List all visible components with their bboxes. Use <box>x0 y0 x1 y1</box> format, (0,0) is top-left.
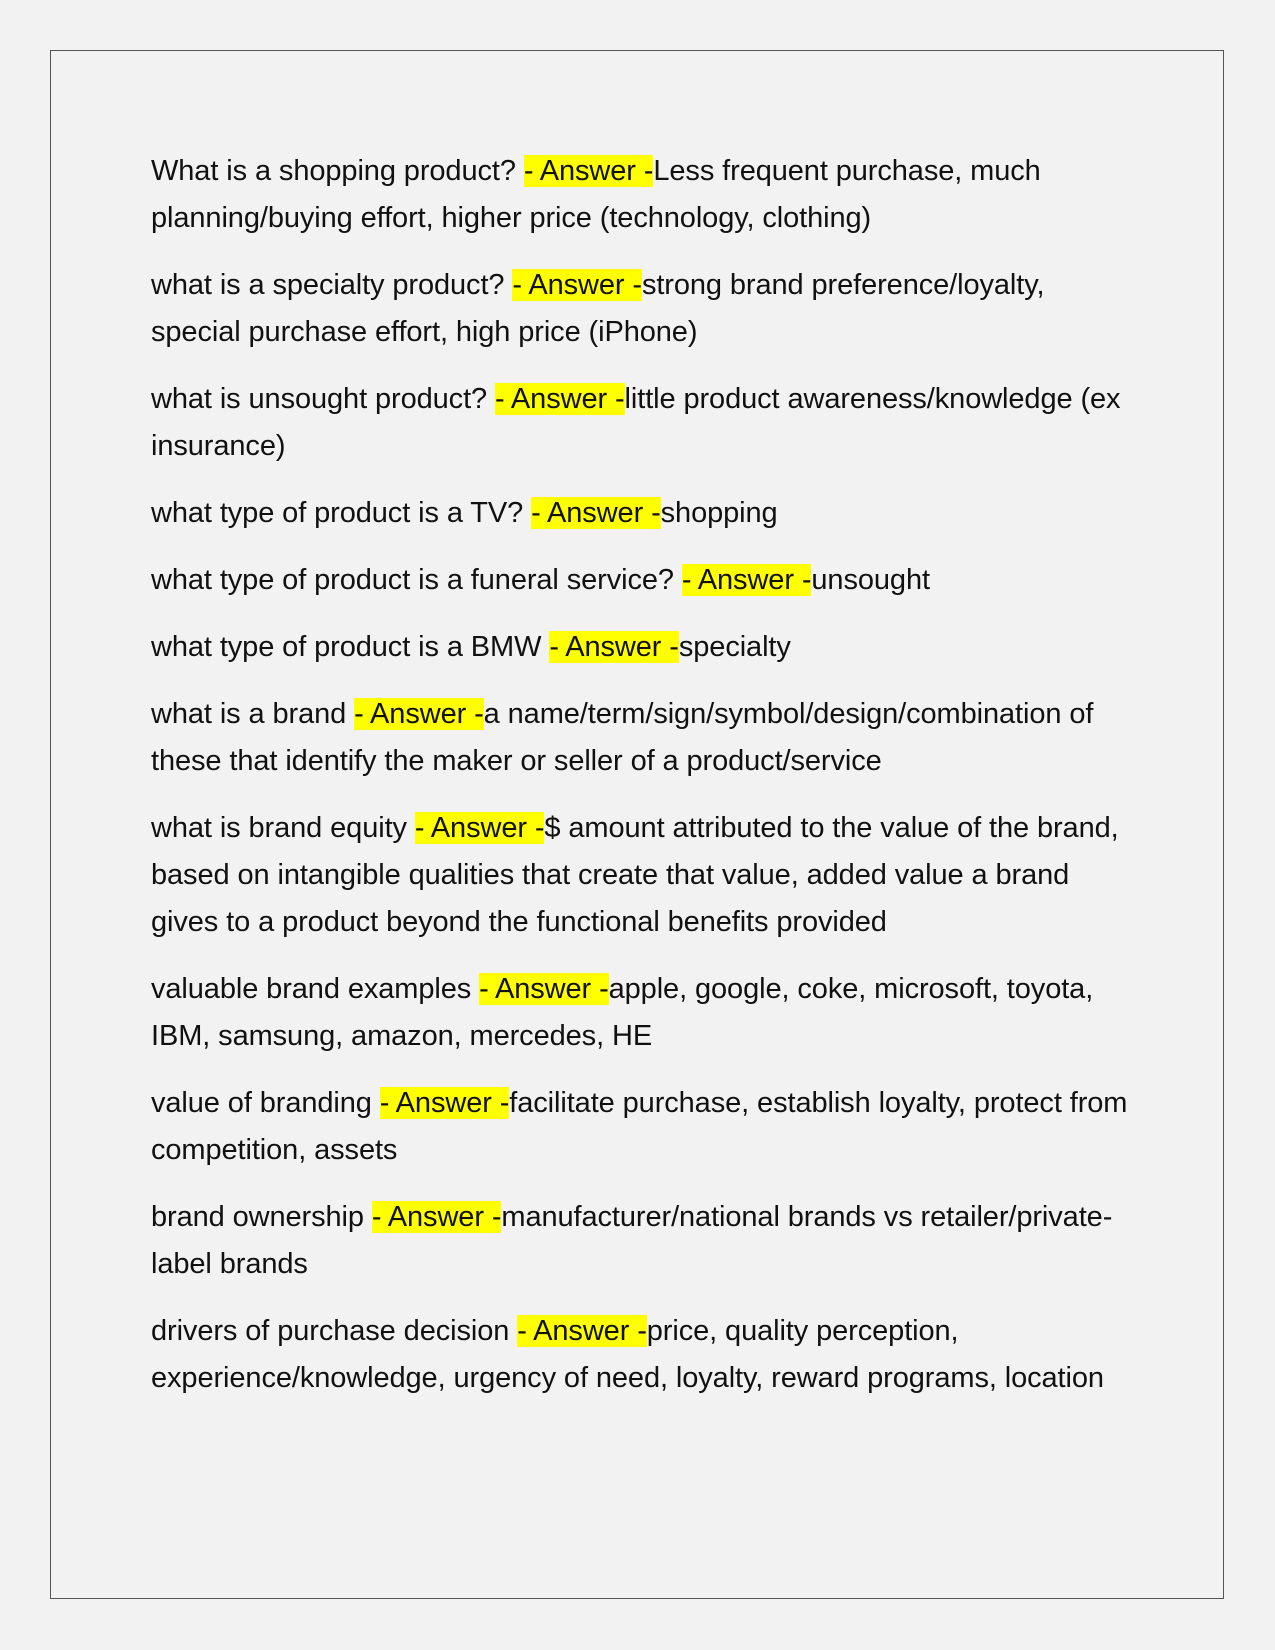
answer-text: manufacturer/national brands vs retailer/private-label brands <box>151 1201 1113 1280</box>
answer-text: facilitate purchase, establish loyalty, protect from competition, assets <box>151 1087 1128 1166</box>
answer-text: strong brand preference/loyalty, special purchase effort, high price (iPhone) <box>151 269 1045 348</box>
question-text: value of branding <box>151 1087 380 1119</box>
question-text: What is a shopping product? <box>151 155 524 187</box>
answer-highlight: - Answer - <box>531 497 661 529</box>
answer-text: price, quality perception, experience/knowledge, urgency of need, loyalty, reward programs, location <box>151 1315 1104 1394</box>
answer-highlight: - Answer - <box>681 564 812 596</box>
answer-highlight: - Answer - <box>354 698 484 730</box>
qa-item <box>151 1194 1131 1288</box>
question-text: brand ownership <box>151 1201 372 1233</box>
qa-item <box>151 557 1131 604</box>
question-text: what is a brand <box>151 698 355 730</box>
question-text: drivers of purchase decision <box>151 1315 518 1347</box>
qa-item <box>151 1080 1131 1174</box>
question-text: valuable brand examples <box>151 973 480 1005</box>
answer-highlight: - Answer - <box>379 1087 510 1119</box>
answer-highlight: - Answer - <box>517 1315 647 1347</box>
answer-highlight: - Answer - <box>371 1201 502 1233</box>
answer-highlight: - Answer - <box>479 973 609 1005</box>
question-text: what is brand equity <box>151 812 415 844</box>
qa-item <box>151 148 1131 242</box>
answer-text: little product awareness/knowledge (ex insurance) <box>151 383 1121 462</box>
question-text: what is a specialty product? <box>151 269 513 301</box>
answer-text: $ amount attributed to the value of the brand, based on intangible qualities that create that value, added value a brand gives to a product beyond the functional benefits provided <box>151 812 1119 938</box>
answer-highlight: - Answer - <box>512 269 642 301</box>
answer-text: unsought <box>811 564 930 596</box>
question-text: what type of product is a TV? <box>151 497 532 529</box>
qa-item <box>151 376 1131 470</box>
qa-item <box>151 624 1131 671</box>
qa-item <box>151 691 1131 785</box>
answer-highlight: - Answer - <box>414 812 545 844</box>
answer-text: apple, google, coke, microsoft, toyota, IBM, samsung, amazon, mercedes, HE <box>151 973 1094 1052</box>
answer-highlight: - Answer - <box>495 383 625 415</box>
answer-text: specialty <box>678 631 791 663</box>
question-text: what is unsought product? <box>151 383 496 415</box>
qa-item <box>151 1308 1131 1402</box>
qa-item <box>151 490 1131 537</box>
qa-item <box>151 262 1131 356</box>
qa-list <box>151 148 1131 1422</box>
qa-item <box>151 966 1131 1060</box>
question-text: what type of product is a funeral service? <box>151 564 682 596</box>
answer-highlight: - Answer - <box>523 155 654 187</box>
answer-text: shopping <box>660 497 778 529</box>
answer-text: a name/term/sign/symbol/design/combination of these that identify the maker or seller of a product/service <box>151 698 1094 777</box>
answer-highlight: - Answer - <box>549 631 679 663</box>
qa-item <box>151 805 1131 946</box>
question-text: what type of product is a BMW <box>151 631 550 663</box>
answer-text: Less frequent purchase, much planning/buying effort, higher price (technology, clothing) <box>151 155 1041 234</box>
